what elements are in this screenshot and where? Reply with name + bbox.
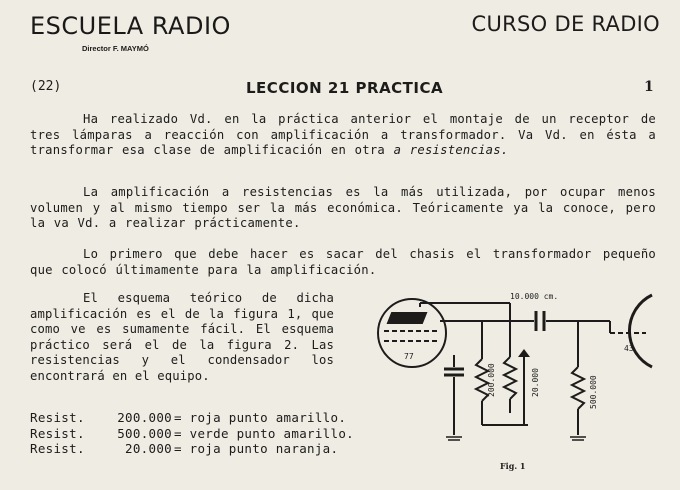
resistor-list [30, 410, 390, 457]
resistor-label: Resist. [30, 425, 85, 441]
paragraph-intro-text: Ha realizado Vd. en la práctica anterior el montaje de un receptor de tres lámparas a reacción con amplificación a transformador. Va Vd. en ésta a transformar esa clase de amplificación en otra [30, 112, 656, 158]
figure-caption: Fig. 1 [500, 461, 526, 471]
capacitor-label: 10.000 cm. [510, 292, 559, 301]
circuit-schematic [360, 285, 670, 460]
resistor-value: 200.000 [117, 410, 172, 425]
director-credit: Director F. MAYMÓ [82, 44, 149, 53]
resistor-value: 20.000 [125, 441, 172, 456]
lesson-title: LECCION 21 PRACTICA [246, 79, 444, 97]
resistor-row [30, 441, 390, 457]
resistor-20000-label: 20.000 [531, 368, 540, 397]
resistor-row [30, 426, 390, 442]
paragraph-intro-emphasis: a resistencias. [393, 143, 509, 158]
resistor-color-code: = roja punto amarillo. [174, 410, 347, 425]
resistor-20000 [504, 357, 516, 399]
resistor-row [30, 410, 390, 426]
resistor-500000-label: 500.000 [589, 375, 598, 409]
resistor-label: Resist. [30, 441, 85, 456]
school-name: ESCUELA RADIO [30, 12, 231, 40]
resistor-value: 500.000 [117, 425, 172, 441]
tube-77-label: 77 [404, 352, 414, 361]
resistor-color-code: = roja punto naranja. [174, 441, 339, 456]
r2-arrow-head [518, 349, 530, 357]
resistor-color-code: = verde punto amarillo. [174, 425, 354, 441]
resistor-500000 [572, 367, 584, 409]
tube-77-cathode [388, 313, 426, 323]
paragraph-resistance-amp: La amplificación a resistencias es la más utilizada, por ocupar menos volumen y al mismo tiempo ser la más económica. Teóricamente ya la conoce, pero la va Vd. a realizar prácticamente. [30, 185, 656, 231]
page-number: 1 [644, 79, 654, 95]
tube-43-envelope [629, 295, 652, 367]
lesson-number: (22) [30, 79, 62, 94]
resistor-label: Resist. [30, 410, 85, 425]
tube-43-label: 43 [624, 344, 634, 353]
paragraph-schematic: El esquema teórico de dicha amplificación es el de la figura 1, que como ve es sumamente fácil. El esquema práctico será el de la figura 2. Las resistencias y el condensador los encontrará en el equipo. [30, 291, 334, 383]
course-title: CURSO DE RADIO [471, 12, 660, 36]
paragraph-first-step: Lo primero que debe hacer es sacar del chasis el transformador pequeño que colocó últimamente para la amplificación. [30, 247, 656, 277]
paragraph-intro [30, 112, 656, 159]
resistor-200000-label: 200.000 [487, 363, 496, 397]
